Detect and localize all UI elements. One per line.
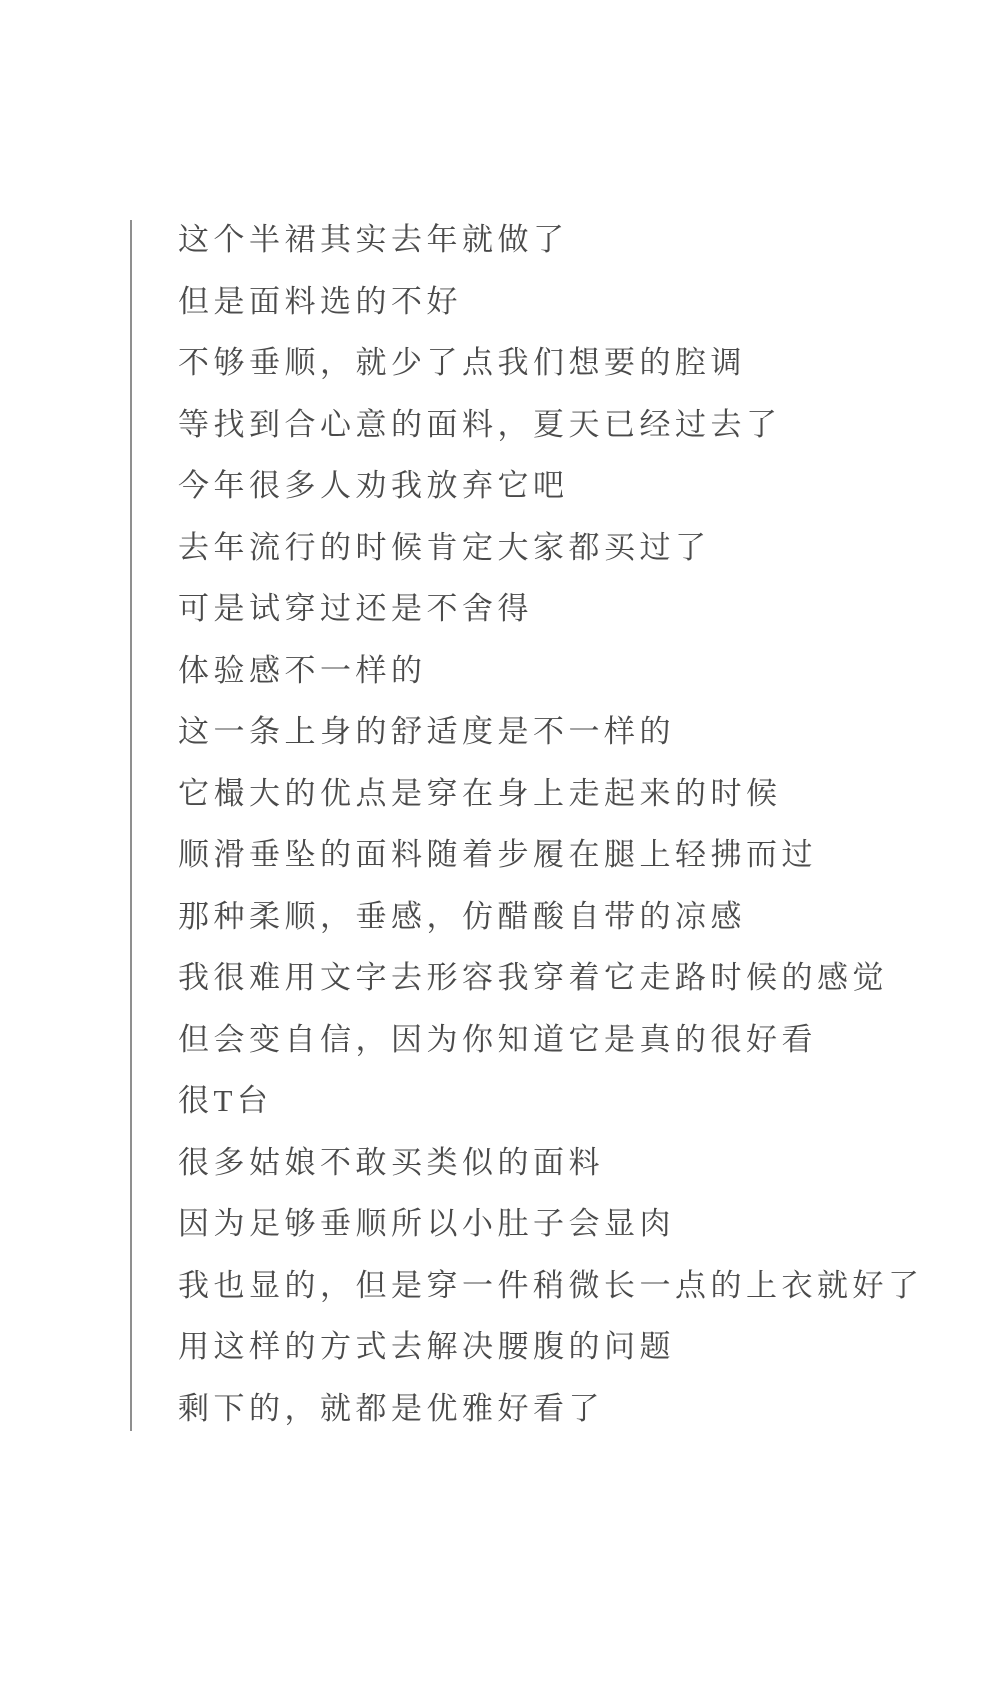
text-line: 体验感不一样的 xyxy=(178,652,427,688)
text-line: 但是面料选的不好 xyxy=(178,283,462,319)
text-line: 很T台 xyxy=(178,1083,273,1118)
text-line: 那种柔顺，垂感，仿醋酸自带的凉感 xyxy=(178,898,746,934)
note-text-block xyxy=(178,209,978,1439)
text-line: 这个半裙其实去年就做了 xyxy=(178,222,569,257)
text-line: 因为足够垂顺所以小肚子会显肉 xyxy=(178,1206,675,1241)
text-line: 用这样的方式去解决腰腹的问题 xyxy=(178,1329,675,1364)
text-line: 这一条上身的舒适度是不一样的 xyxy=(178,714,675,749)
blockquote-left-rule xyxy=(130,220,132,1431)
text-line: 剩下的，就都是优雅好看了 xyxy=(178,1390,604,1426)
text-line: 我也显的，但是穿一件稍微长一点的上衣就好了 xyxy=(178,1267,924,1303)
text-line: 去年流行的时候肯定大家都买过了 xyxy=(178,529,711,565)
text-line: 但会变自信，因为你知道它是真的很好看 xyxy=(178,1021,817,1057)
text-line: 它樶大的优点是穿在身上走起来的时候 xyxy=(178,775,782,811)
text-line: 顺滑垂坠的面料随着步履在腿上轻拂而过 xyxy=(178,837,817,872)
text-line: 今年很多人劝我放弃它吧 xyxy=(178,468,569,503)
text-line: 可是试穿过还是不舍得 xyxy=(178,591,533,626)
text-line: 等找到合心意的面料，夏天已经过去了 xyxy=(178,406,782,442)
text-line: 我很难用文字去形容我穿着它走路时候的感觉 xyxy=(178,960,888,995)
text-line: 很多姑娘不敢买类似的面料 xyxy=(178,1144,604,1180)
text-line: 不够垂顺，就少了点我们想要的腔调 xyxy=(178,345,746,380)
